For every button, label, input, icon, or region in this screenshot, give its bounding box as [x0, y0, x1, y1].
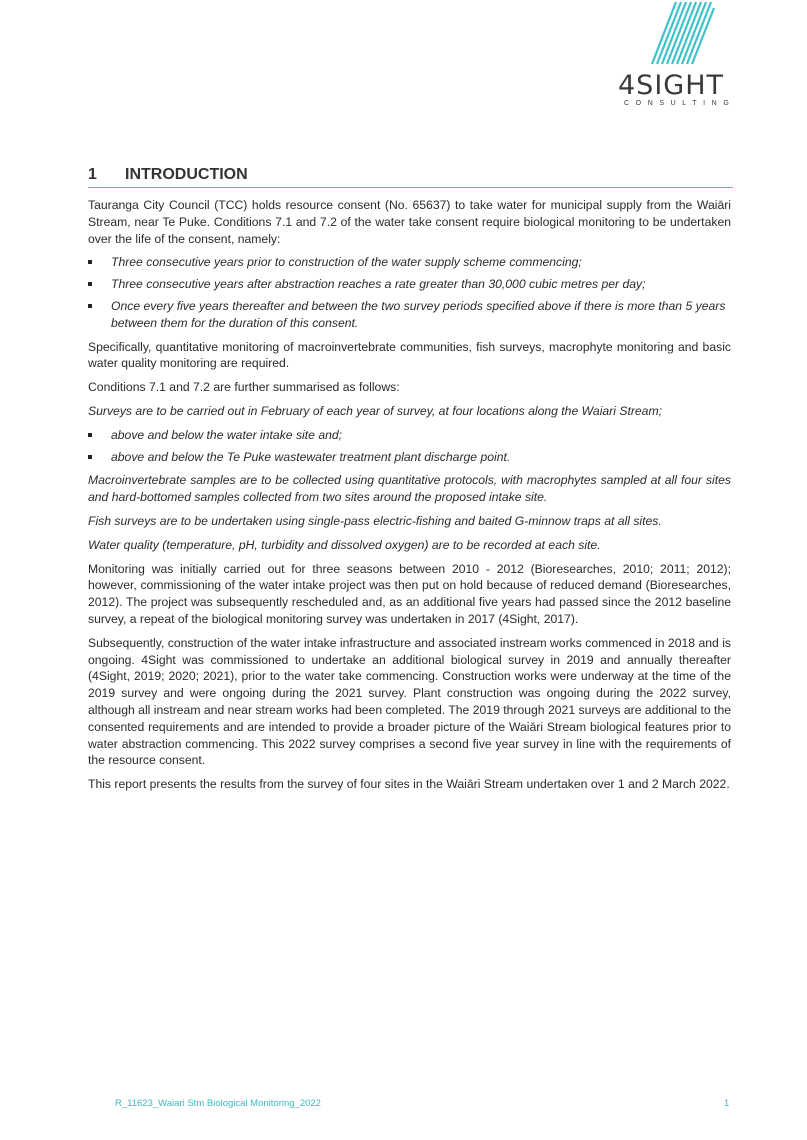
paragraph: Fish surveys are to be undertaken using single-pass electric-fishing and baited G-minnow traps at all sites.: [88, 513, 662, 528]
footer-document-name: R_11623_Waiari Stm Biological Monitoring_2022: [115, 1098, 321, 1109]
list-item: Three consecutive years prior to construction of the water supply scheme commencing;: [88, 254, 731, 271]
footer-page-number: 1: [724, 1098, 730, 1109]
body-content: [88, 197, 731, 800]
paragraph: Macroinvertebrate samples are to be collected using quantitative protocols, with macrophytes sampled at all four sites and hard-bottomed samples collected from two sites around the proposed intake site.: [88, 473, 731, 505]
list-item: above and below the water intake site and;: [88, 427, 731, 444]
section-title: INTRODUCTION: [125, 166, 248, 183]
logo-stripes-icon: [650, 0, 716, 66]
paragraph: Monitoring was initially carried out for three seasons between 2010 - 2012 (Bioresearches, 2010; 2011; 2012); however, commissioning of the water intake project was then put on hold because of reduced demand (Bioresearches, 2012). The project was subsequently rescheduled and, as an additional five years had passed since the 2012 baseline survey, a repeat of the biological monitoring survey was undertaken in 2017 (4Sight, 2017).: [88, 561, 731, 626]
bullet-list: [88, 427, 731, 466]
paragraph: Tauranga City Council (TCC) holds resource consent (No. 65637) to take water for municipal supply from the Waiāri Stream, near Te Puke. Conditions 7.1 and 7.2 of the water take consent require biological monitoring to be undertaken over the life of the consent, namely:: [88, 198, 731, 246]
list-item: above and below the Te Puke wastewater treatment plant discharge point.: [88, 449, 731, 466]
paragraph: Subsequently, construction of the water intake infrastructure and associated instream works commenced in 2018 and is ongoing. 4Sight was commissioned to undertake an additional biological survey in 2019 and annually thereafter (4Sight, 2019; 2020; 2021), prior to the water take commencing. Construction works were underway at the time of the 2019 survey and were ongoing during the 2021 survey. Plant construction was ongoing during the 2022 survey, although all instream and near stream works had been completed. The 2019 through 2021 surveys are additional to the consented requirements and are intended to provide a broader picture of the Waiāri Stream biological features prior to water abstraction commencing. This 2022 survey comprises a second five year survey in line with the requirements of the resource consent.: [88, 635, 731, 768]
section-number: 1: [88, 166, 97, 183]
company-logo: [610, 0, 740, 110]
bullet-icon: [88, 282, 92, 286]
bullet-list: [88, 254, 731, 331]
list-item: Once every five years thereafter and between the two survey periods specified above if there is more than 5 years between them for the duration of this consent.: [88, 298, 731, 332]
logo-wordmark: 4SIGHT: [618, 70, 724, 101]
paragraph: Specifically, quantitative monitoring of macroinvertebrate communities, fish surveys, macrophyte monitoring and basic water quality monitoring are required.: [88, 339, 731, 371]
paragraph: Conditions 7.1 and 7.2 are further summarised as follows:: [88, 380, 400, 395]
bullet-icon: [88, 433, 92, 437]
bullet-icon: [88, 455, 92, 459]
bullet-icon: [88, 260, 92, 264]
list-item: Three consecutive years after abstraction reaches a rate greater than 30,000 cubic metres per day;: [88, 276, 731, 293]
section-heading: [88, 163, 733, 188]
bullet-icon: [88, 304, 92, 308]
logo-subtitle: CONSULTING: [624, 100, 736, 107]
paragraph: Water quality (temperature, pH, turbidity and dissolved oxygen) are to be recorded at each site.: [88, 537, 601, 552]
paragraph: Surveys are to be carried out in February of each year of survey, at four locations along the Waiari Stream;: [88, 403, 662, 418]
paragraph: This report presents the results from the survey of four sites in the Waiāri Stream undertaken over 1 and 2 March 2022.: [88, 777, 730, 792]
